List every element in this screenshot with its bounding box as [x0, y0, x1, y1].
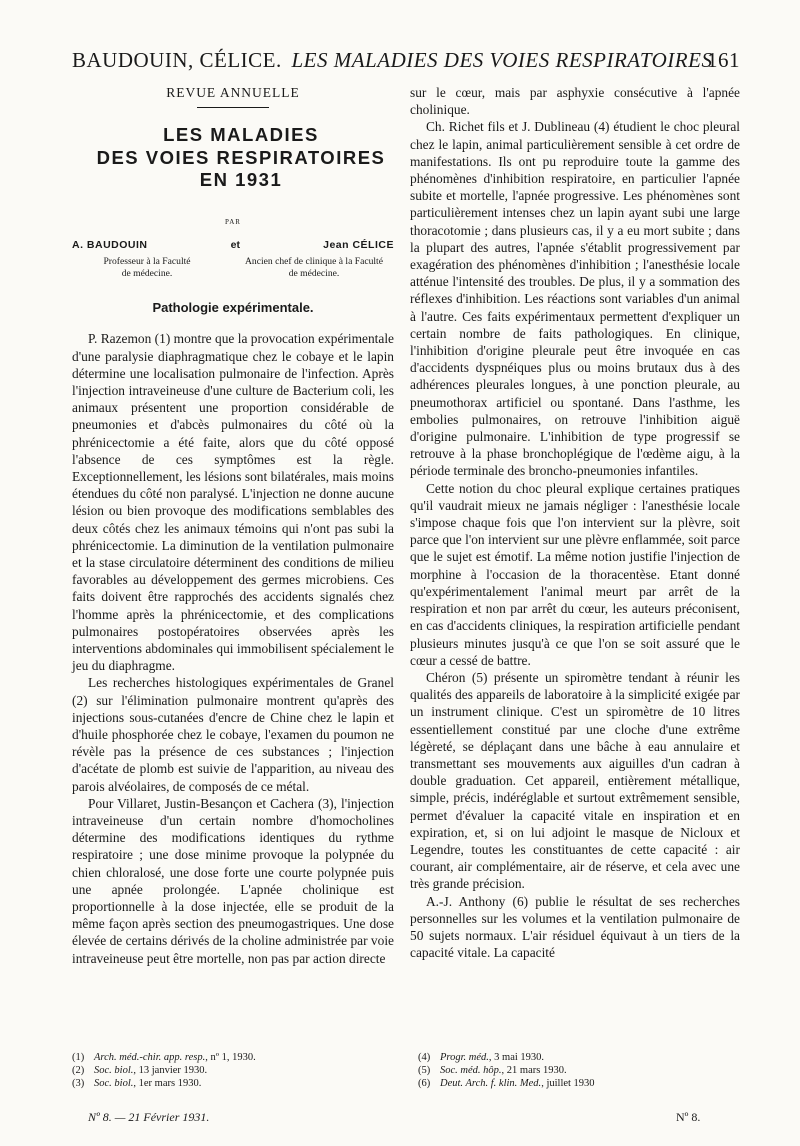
footnotes-left — [72, 1052, 392, 1090]
author-celice: Jean CÉLICE — [323, 238, 394, 251]
footnote: (4) Progr. méd., 3 mai 1930. — [418, 1052, 545, 1063]
par-label: PAR — [225, 217, 241, 226]
paragraph-choc-pleural: Cette notion du choc pleural explique certaines pratiques qu'il vaudrait mieux ne jamais négliger : l'anesthésie locale s'impose chaque fois que l'on intervient sur la plèvre, soit parce que l'on intervient sur une plèvre enflammée, soit parce que le sujet est émotif. La même notion justifie l'injection de morphine à l'occasion de la thoracentèse. Etant donné qu'expérimentalement l'animal meurt par arrêt de la respiration et non par arrêt du cœur, les auteurs préconisent, en cas d'accidents cliniques, la respiration artificielle pendant plusieurs minutes jusqu'à ce que l'on se soit assuré que le cœur a cessé de battre. — [410, 480, 740, 668]
running-head — [72, 48, 740, 73]
footnote: (3) Soc. biol., 1er mars 1930. — [72, 1077, 202, 1089]
article-title-line-2: DES VOIES RESPIRATOIRES — [96, 146, 386, 168]
footnote: (5) Soc. méd. hôp., 21 mars 1930. — [418, 1064, 567, 1076]
byline — [72, 237, 394, 254]
paragraph-continuation: sur le cœur, mais par asphyxie consécutive à l'apnée cholinique. — [410, 85, 740, 118]
paragraph-richet: Ch. Richet fils et J. Dublineau (4) étudient le choc pleural chez le lapin, animal particulièrement sensible à cet ordre de manifestations. Ils ont pu reproduire toute la gamme des phénomènes d'inhibition respiratoire, en particulier l'apnée subite et mortelle, l'apnée progressive. Les phénomènes sont particulièrement intenses chez un lapin ayant subi une large thoracotomie ; dans plusieurs cas, il y a eu mort subite ; dans la plupart des autres, l'apnée s'établit progressivement par exagération des phénomènes d'inhibition ; l'anesthésie locale atténue l'intensité des troubles. De plus, il y a sommation des réflexes d'inhibition. Les réactions sont variables d'un animal à l'autre. Ces faits expérimentaux permettent d'expliquer un certain nombre de faits pathologiques. En clinique, l'inhibition d'origine pleurale peut être invoquée en cas d'accidents dyspnéiques plus ou moins brutaux dus à des adhérences pleurales longues, à une ponction pleurale, au pneumothorax artificiel ou spontané. Dans l'asthme, les embolies pulmonaires, on retrouve l'inhibition aiguë d'origine pulmonaire. L'inhibition de type progressif se retrouve à la phase bronchoplégique de l'œdème aigu, à la période terminale des broncho-pneumonies infantiles. — [410, 119, 740, 479]
paragraph-cheron: Chéron (5) présente un spiromètre tendant à réunir les qualités des appareils de laboratoire à la simplicité exigée par un instrument clinique. C'est un spiromètre de 10 litres essentiellement constitué par une cloche d'une extrême légèreté, se déplaçant dans une bâche à eau annulaire et transmettant ses mouvements aux aiguilles d'un cadran à double graduation. Cet appareil, entièrement métallique, simple, précis, indéréglable et surtout extrêmement sensible, permet d'évaluer la capacité vitale en inspiration et en expiration, et, si on lui adjoint le masque de Nicloux et Legendre, toutes les constituantes de cette capacité : air courant, air complémentaire, air de réserve, et cela avec une très grande précision. — [410, 669, 740, 892]
footnote: (1) Arch. méd.-chir. app. resp., nº 1, 1930. — [72, 1052, 256, 1063]
footnotes-right — [418, 1052, 738, 1090]
right-column — [410, 84, 740, 961]
paragraph-granel: Les recherches histologiques expérimentales de Granel (2) sur l'élimination pulmonaire montrent qu'après des injections sous-cutanées d'encre de Chine chez le lapin et d'huile phosphorée chez le cobaye, l'examen du poumon ne révèle pas la présence de ces substances ; l'injection d'acétate de plomb est suivie de l'apparition, au niveau des parois alvéolaires, de composés de ce métal. — [72, 675, 394, 794]
issue-number-footer: Nº 8. — [676, 1110, 701, 1124]
footnote: (2) Soc. biol., 13 janvier 1930. — [72, 1064, 208, 1076]
affiliation-celice: Ancien chef de clinique à la Faculté de médecine. — [245, 256, 383, 279]
rubric-rule — [197, 107, 269, 108]
running-head-title: LES MALADIES DES VOIES RESPIRATOIRES — [291, 48, 713, 72]
left-column — [72, 84, 394, 967]
paragraph-anthony: A.-J. Anthony (6) publie le résultat de ses recherches personnelles sur les volumes et la ventilation pulmonaire de 50 sujets normaux. L'air résiduel équivaut à un tiers de la capacité vitale. La capacité — [410, 893, 740, 961]
author-baudouin: A. BAUDOUIN — [72, 238, 148, 251]
page-number: 161 — [707, 48, 740, 72]
footnote: (6) Deut. Arch. f. klin. Med., juillet 1930 — [418, 1077, 595, 1089]
rubric: REVUE ANNUELLE — [166, 85, 300, 100]
section-heading: Pathologie expérimentale. — [152, 300, 314, 316]
paragraph-villaret: Pour Villaret, Justin-Besançon et Cachera (3), l'injection intraveineuse d'un certain nombre d'homocholines détermine des modifications identiques du rythme respiratoire ; une dose minime provoque la polypnée du chien chloralosé, une dose forte une courte polypnée puis une apnée prolongée. L'apnée cholinique est proportionnelle à la dose injectée, elle se produit de la même façon après section des pneumogastriques. Une dose élevée de certains dérivés de la choline administrée par voie intraveineuse peut être mortelle, non pas par action directe — [72, 795, 394, 966]
paragraph-razemon: P. Razemon (1) montre que la provocation expérimentale d'une paralysie diaphragmatique chez le cobaye et le lapin détermine une localisation pulmonaire de l'infection. Après l'injection intraveineuse d'une culture de Bacterium coli, les animaux présentent une proportion considérable de pneumonies et d'abcès pulmonaires du côté où la phrénicectomie a été faite, alors que du côté opposé l'absence de ces symptômes est la règle. Exceptionnellement, les lésions sont bilatérales, mais moins étendues du côté non paralysé. L'injection ne donne aucune lésion ou bien provoque des modifications semblables des deux côtés chez les animaux témoins qui n'ont pas subi la phrénicectomie. La diminution de la ventilation pulmonaire et la stase circulatoire déterminent des conditions de milieu favorables au développement des germes microbiens. Ces faits doivent être rapprochés des accidents signalés chez l'homme après la phrénicectomie, et des complications pulmonaires postopératoires observées après les interventions abdominales qui immobilisent spécialement le jeu du diaphragme. — [72, 331, 394, 674]
running-head-authors: BAUDOUIN, CÉLICE. — [72, 48, 282, 72]
author-conjunction: et — [230, 238, 240, 251]
article-title-line-1: LES MALADIES — [163, 124, 319, 146]
affiliation-baudouin: Professeur à la Faculté de médecine. — [103, 256, 191, 279]
affiliations — [72, 256, 394, 279]
issue-footer: Nº 8. — 21 Février 1931. — [88, 1110, 210, 1124]
article-title-line-3: EN 1931 — [199, 169, 283, 191]
